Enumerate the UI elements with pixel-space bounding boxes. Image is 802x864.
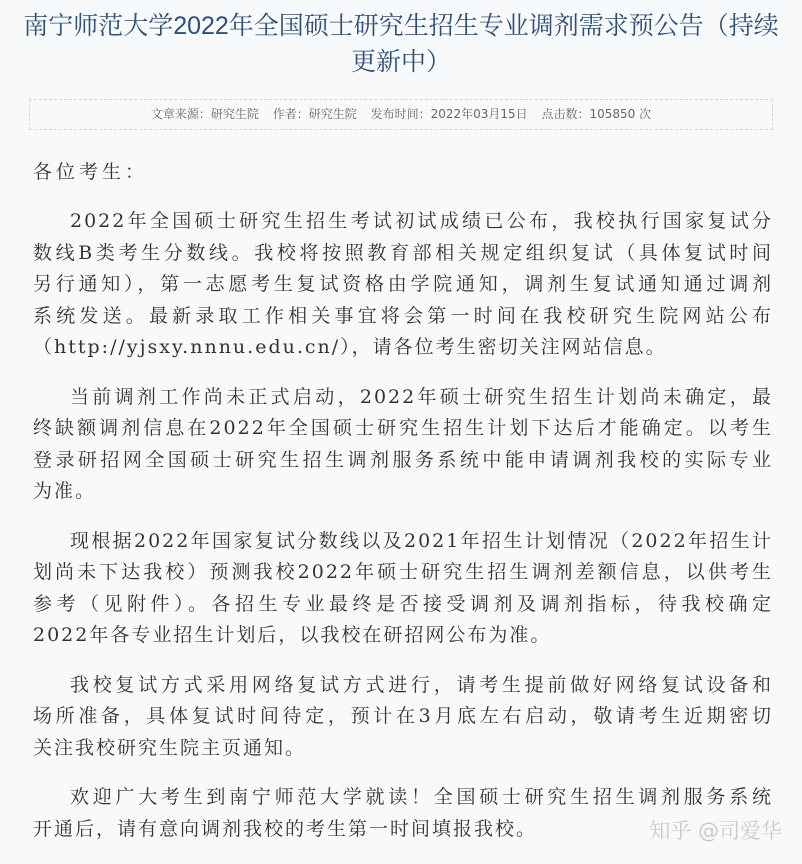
article-meta <box>29 99 773 130</box>
paragraph <box>33 670 773 765</box>
paragraph-line: 当前调剂工作尚未正式启动，2022年硕士研究生招生计划尚未确定，最 <box>70 385 773 408</box>
paragraph <box>33 526 773 652</box>
article-title: 南宁师范大学2022年全国硕士研究生招生专业调剂需求预公告（持续更新中） <box>23 12 779 76</box>
paragraph-line: 场所准备，具体复试时间待定，预计在3月底左右启动，敬请考生近期密切 <box>33 705 773 727</box>
meta-clicks: 点击数：105850 次 <box>541 107 652 121</box>
paragraph-line: 2022年各专业招生计划后，以我校在研招网公布为准。 <box>33 624 552 646</box>
paragraph-line: 登录研招网全国硕士研究生招生调剂服务系统中能申请调剂我校的实际专业 <box>33 448 773 471</box>
paragraph <box>33 206 773 364</box>
meta-author: 作者：研究生院 <box>272 107 357 121</box>
paragraph-line: 终缺额调剂信息在2022年全国硕士研究生招生计划下达后才能确定。以考生 <box>33 417 773 439</box>
paragraph-line: 另行通知），第一志愿考生复试资格由学院通知，调剂生复试通知通过调剂 <box>33 273 773 295</box>
paragraph-line: 现根据2022年国家复试分数线以及2021年招生计划情况（2022年招生计 <box>70 529 773 552</box>
paragraph <box>33 382 773 508</box>
paragraph-line: 关注我校研究生院主页通知。 <box>33 736 307 759</box>
paragraph-line: 我校复试方式采用网络复试方式进行，请考生提前做好网络复试设备和 <box>70 673 773 696</box>
paragraph-line: 开通后，请有意向调剂我校的考生第一时间填报我校。 <box>33 817 538 840</box>
meta-source: 文章来源：研究生院 <box>150 107 259 121</box>
watermark: 知乎 @司爱华 <box>649 819 782 843</box>
paragraph-line: 参考（见附件）。各招生专业最终是否接受调剂及调剂指标，待我校确定 <box>33 592 773 615</box>
greeting: 各位考生： <box>33 161 149 183</box>
paragraph-line: 欢迎广大考生到南宁师范大学就读！全国硕士研究生招生调剂服务系统 <box>70 786 773 808</box>
article-body <box>33 157 773 845</box>
paragraph-line: 系统发送。最新录取工作相关事宜将会第一时间在我校研究生院网站公布 <box>33 304 773 327</box>
paragraph-line: 划尚未下达我校）预测我校2022年硕士研究生招生调剂差额信息，以供考生 <box>33 561 773 583</box>
meta-published: 发布时间：2022年03月15日 <box>370 107 528 121</box>
paragraph-line: 数线B类考生分数线。我校将按照教育部相关规定组织复试（具体复试时间 <box>33 241 773 264</box>
paragraph-line: 2022年全国硕士研究生招生考试初试成绩已公布，我校执行国家复试分 <box>70 210 773 232</box>
paragraph-line: 为准。 <box>33 480 97 502</box>
paragraph-line: （http://yjsxy.nnnu.edu.cn/），请各位考生密切关注网站信息。 <box>33 336 667 358</box>
